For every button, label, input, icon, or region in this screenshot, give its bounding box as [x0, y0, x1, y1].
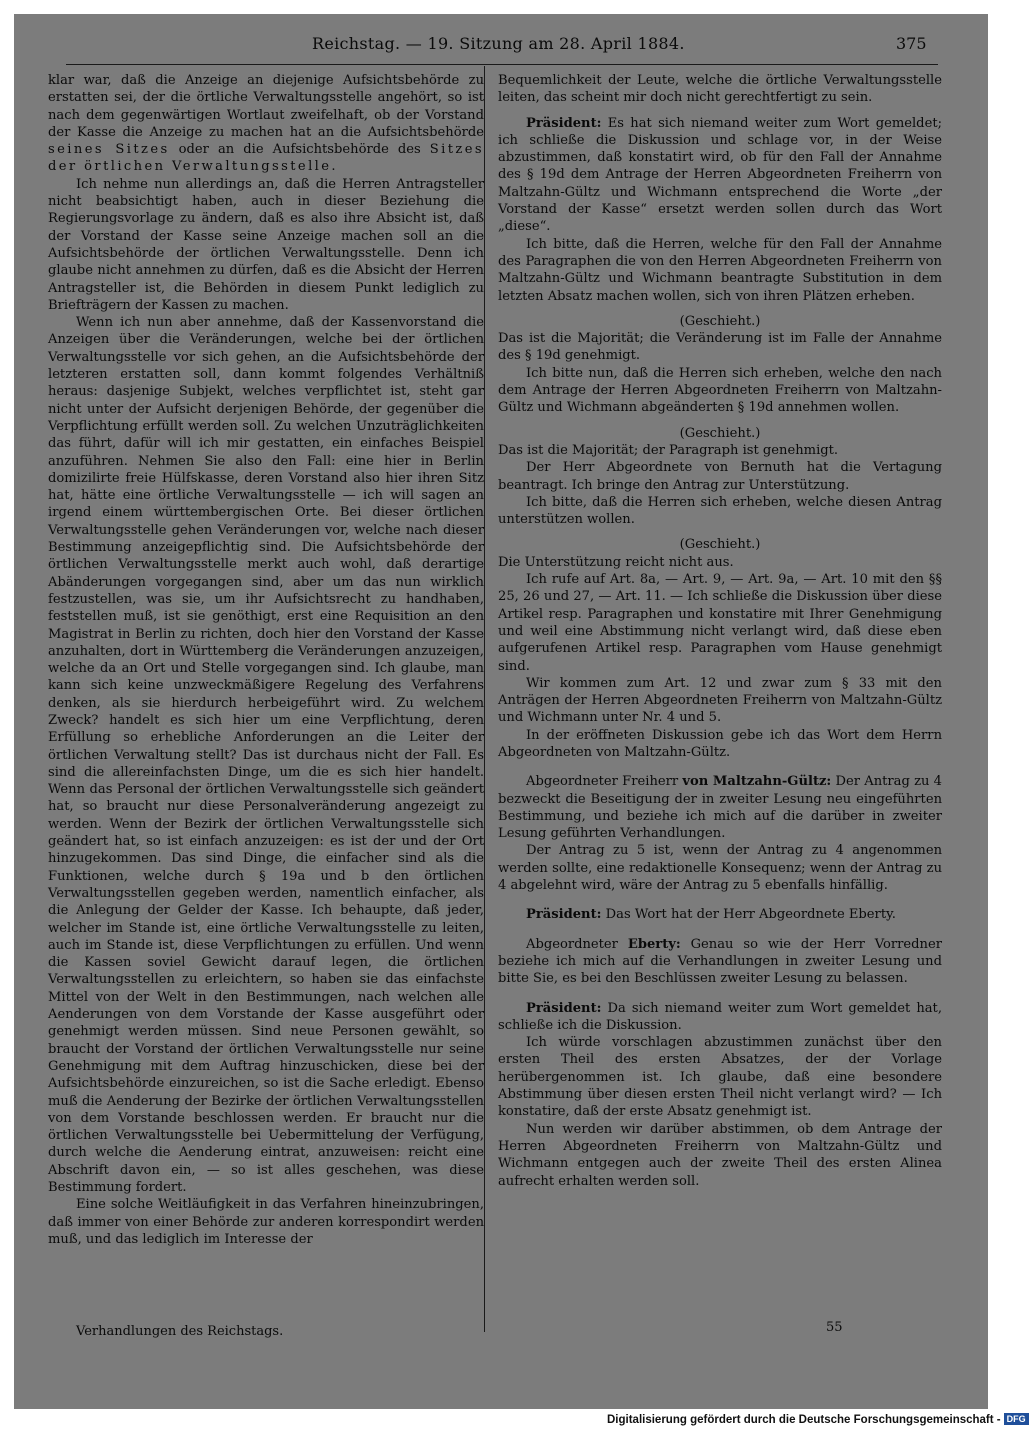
- paragraph: Abgeordneter Eberty: Genau so wie der Herr Vorredner beziehe ich mich auf die Verhandlungen in zweiter Lesung und bitte Sie, es bei den Beschlüssen zweiter Lesung zu belassen.: [498, 936, 942, 987]
- stage-direction: (Geschieht.): [679, 425, 761, 441]
- paragraph: Das ist die Majorität; die Veränderung ist im Falle der Annahme des § 19d genehmigt.: [498, 331, 942, 364]
- paragraph: Ich würde vorschlagen abzustimmen zunächst über den ersten Theil des ersten Absatzes, der der Vorlage herübergenommen ist. Ich glaube, daß eine besondere Abstimmung über diesen ersten Theil nicht verlangt wird? — Ich konstatire, daß der erste Absatz genehmigt ist.: [498, 1035, 942, 1120]
- speaker-name: Präsident:: [526, 907, 602, 923]
- paragraph: Der Herr Abgeordnete von Bernuth hat die Vertagung beantragt. Ich bringe den Antrag zur Unterstützung.: [498, 460, 942, 493]
- right-column: [498, 72, 942, 1190]
- page-number: 375: [896, 34, 927, 53]
- paragraph: Ich bitte, daß die Herren sich erheben, welche diesen Antrag unterstützen wollen.: [498, 494, 942, 528]
- paragraph: klar war, daß die Anzeige an diejenige Aufsichtsbehörde zu erstatten sei, der die örtliche Verwaltungsstelle angehört, so ist nach dem gegenwärtigen Wortlaut zweifelhaft, ob der Vorstand der Kasse die Anzeige zu machen hat an die Aufsichtsbehörde seines Sitzes oder an die Aufsichtsbehörde des Sitzes der örtlichen Verwaltungsstelle.: [48, 73, 484, 175]
- stage-direction: (Geschieht.): [679, 313, 761, 329]
- funding-credit: [607, 1413, 1029, 1426]
- paragraph: Wir kommen zum Art. 12 und zwar zum § 33 mit den Anträgen der Herren Abgeordneten Freiherrn von Maltzahn-Gültz und Wichmann unter Nr. 4 und 5.: [498, 675, 942, 726]
- paragraph: Präsident: Da sich niemand weiter zum Wort gemeldet hat, schließe ich die Diskussion.: [498, 1000, 942, 1033]
- paragraph: Ich bitte nun, daß die Herren sich erheben, welche den nach dem Antrage der Herren Abgeordneten Freiherrn von Maltzahn-Gültz und Wichmann abgeänderten § 19d annehmen wollen.: [498, 365, 942, 416]
- dfg-logo: DFG: [1004, 1413, 1029, 1425]
- paragraph: Wenn ich nun aber annehme, daß der Kassenvorstand die Anzeigen über die Veränderungen, welche bei der örtlichen Verwaltungsstelle vor sich gehen, an die Aufsichtsbehörde der letzteren erstatten soll, dann kommt folgendes Verhältniß heraus: dasjenige Subjekt, welches verpflichtet ist, steht gar nicht unter der Aufsicht derjenigen Behörde, der gegenüber die Verpflichtung erfüllt werden soll. Zu welchen Unzuträglichkeiten das führt, dafür will ich mir gestatten, ein einfaches Beispiel anzuführen. Nehmen Sie also den Fall: eine hier in Berlin domizilirte freie Hülfskasse, deren Vorstand also hier ihren Sitz hat, hätte eine örtliche Verwaltungsstelle — ich will sagen an irgend einem württembergischen Orte. Bei dieser örtlichen Verwaltungsstelle gehen Veränderungen vor, welche nach dieser Bestimmung anzeigepflichtig sind. Die Aufsichtsbehörde der örtlichen Verwaltungsstelle merkt auch wohl, daß derartige Abänderungen vorgegangen sind, aber um das nun wirklich festzustellen, was sie, um ihr Aufsichtsrecht zu handhaben, feststellen muß, ist sie genöthigt, erst eine Requisition an den Magistrat in Berlin zu richten, doch hier den Vorstand der Kasse anzuhalten, dort in Württemberg die Veränderungen anzuzeigen, welche da an Ort und Stelle vorgegangen sind. Ich glaube, man kann sich keine unzweckmäßigere Regelung des Verfahrens denken, als sie hierdurch herbeigeführt wird. Zu welchem Zweck? handelt es sich hier um eine Verpflichtung, deren Erfüllung so erhebliche Anforderungen an die Leiter der örtlichen Verwaltung stellt? Das ist durchaus nicht der Fall. Es sind die allereinfachsten Dinge, um die es sich hier handelt. Wenn das Personal der örtlichen Verwaltungsstelle sich geändert hat, so braucht nur diese Personalveränderung angezeigt zu werden. Wenn der Bezirk der örtlichen Verwaltungsstelle sich geändert hat, so ist einfach anzuzeigen: es ist der und der Ort hinzugekommen. Das sind Dinge, die einfacher sind als die Funktionen, welche durch § 19a und b den örtlichen Verwaltungsstellen gegeben werden, namentlich einfacher, als die Anlegung der Gelder der Kasse. Ich behaupte, daß jeder, welcher im Stande ist, eine örtliche Verwaltungsstelle zu leiten, auch im Stande ist, diese Verpflichtungen zu erfüllen. Und wenn die Kassen soviel Gewicht darauf legen, die örtlichen Verwaltungsstellen zu erleichtern, so haben sie das einfachste Mittel von der Welt in den Bestimmungen, nach welchen alle Aenderungen von dem Vorstande der Kasse ausgeführt oder genehmigt werden müssen. Sind neue Personen gewählt, so braucht der Vorstand der örtlichen Verwaltungsstelle nur seine Genehmigung mit dem Auftrag hinzuschicken, diese bei der Aufsichtsbehörde einzureichen, so ist die Sache erledigt. Ebenso muß die Aenderung der Bezirke der örtlichen Verwaltungsstellen von dem Vorstande beschlossen werden. Er braucht nur die örtlichen Verwaltungsstelle bei Uebermittelung der Verfügung, durch welche die Aenderung eintrat, anzuweisen: reicht eine Abschrift davon ein, — so ist alles geschehen, was diese Bestimmung fordert.: [48, 315, 484, 1195]
- header-title: Reichstag. — 19. Sitzung am 28. April 1884.: [312, 34, 685, 53]
- speaker-name: von Maltzahn-Gültz:: [682, 774, 832, 790]
- stage-direction: (Geschieht.): [679, 537, 761, 553]
- scanned-page: [14, 14, 988, 1409]
- speaker-name: Präsident:: [526, 1000, 602, 1016]
- speaker-name: Präsident:: [526, 115, 602, 131]
- footer-title: Verhandlungen des Reichstags.: [76, 1324, 284, 1339]
- speaker-name: Eberty:: [627, 936, 681, 952]
- paragraph: Bequemlichkeit der Leute, welche die örtliche Verwaltungsstelle leiten, das scheint mir doch nicht gerechtfertigt zu sein.: [498, 73, 942, 106]
- header-rule: [66, 64, 938, 65]
- spaced-emphasis: Sitzes der örtlichen Verwaltungsstelle.: [48, 142, 484, 175]
- paragraph: Nun werden wir darüber abstimmen, ob dem Antrage der Herren Abgeordneten Freiherrn von Maltzahn-Gültz und Wichmann entgegen auch der zweite Theil des ersten Alinea aufrecht erhalten werden soll.: [498, 1121, 942, 1189]
- column-divider: [484, 66, 485, 1332]
- paragraph: Präsident: Es hat sich niemand weiter zum Wort gemeldet; ich schließe die Diskussion und schlage vor, in der Weise abzustimmen, daß konstatirt wird, ob für den Fall der Annahme des § 19d dem Antrage der Herren Abgeordneten Freiherrn von Maltzahn-Gültz und Wichmann entsprechend die Worte „der Vorstand der Kasse“ ersetzt werden sollen durch das Wort „diese“.: [498, 115, 942, 235]
- paragraph: Das ist die Majorität; der Paragraph ist genehmigt.: [498, 442, 839, 458]
- credit-text: Digitalisierung gefördert durch die Deutsche Forschungsgemeinschaft -: [607, 1414, 1001, 1426]
- left-column: [48, 72, 484, 1248]
- paragraph: Ich bitte, daß die Herren, welche für den Fall der Annahme des Paragraphen die von den Herren Abgeordneten Freiherrn von Maltzahn-Gültz und Wichmann beantragte Substitution in dem letzten Absatz machen wollen, sich von ihren Plätzen erheben.: [498, 236, 942, 304]
- running-header: [14, 34, 988, 58]
- paragraph: Ich rufe auf Art. 8a, — Art. 9, — Art. 9a, — Art. 10 mit den §§ 25, 26 und 27, — Art. 11. — Ich schließe die Diskussion über diese Artikel resp. Paragraphen und konstatire mit Ihrer Genehmigung und weil eine Abstimmung nicht verlangt wird, daß diese eben aufgerufenen Artikel resp. Paragraphen vom Hause genehmigt sind.: [498, 572, 942, 674]
- paragraph: Abgeordneter Freiherr von Maltzahn-Gültz: Der Antrag zu 4 bezweckt die Beseitigung der in zweiter Lesung neu eingeführten Bestimmung, und beziehe ich mich auf die darüber in zweiter Lesung geführten Verhandlungen.: [498, 774, 942, 842]
- paragraph: In der eröffneten Diskussion gebe ich das Wort dem Herrn Abgeordneten von Maltzahn-Gültz.: [498, 727, 942, 760]
- spaced-emphasis: seines Sitzes: [48, 142, 170, 158]
- paragraph: Präsident: Das Wort hat der Herr Abgeordnete Eberty.: [526, 907, 896, 923]
- paragraph: Die Unterstützung reicht nicht aus.: [498, 554, 734, 570]
- paragraph: Eine solche Weitläufigkeit in das Verfahren hineinzubringen, daß immer von einer Behörde zur anderen korrespondirt werden muß, und das lediglich im Interesse der: [48, 1197, 484, 1247]
- paragraph: Ich nehme nun allerdings an, daß die Herren Antragsteller nicht beabsichtigt haben, auch in dieser Beziehung die Regierungsvorlage zu ändern, daß es also ihre Absicht ist, daß der Vorstand der Kasse seine Anzeige machen soll an die Aufsichtsbehörde der örtlichen Verwaltungsstelle. Denn ich glaube nicht annehmen zu dürfen, daß es die Absicht der Herren Antragsteller ist, die Behörden in diesem Punkt lediglich zu Briefträgern der Kassen zu machen.: [48, 176, 484, 313]
- sheet-signature: 55: [826, 1320, 843, 1335]
- paragraph: Der Antrag zu 5 ist, wenn der Antrag zu 4 angenommen werden sollte, eine redaktionelle Konsequenz; wenn der Antrag zu 4 abgelehnt wird, wäre der Antrag zu 5 ebenfalls hinfällig.: [498, 843, 942, 894]
